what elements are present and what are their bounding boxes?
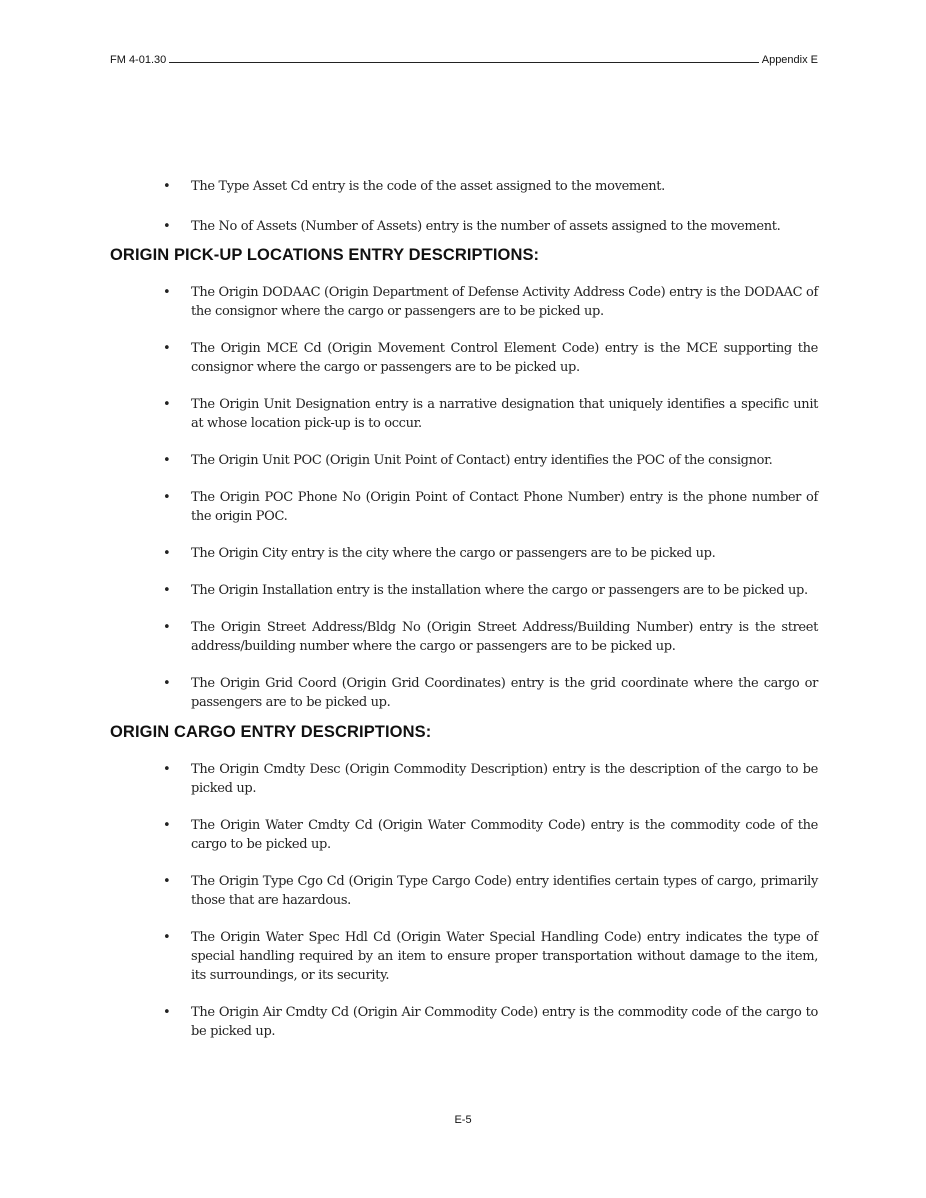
pickup-locations-list [110, 283, 818, 712]
list-item [110, 177, 818, 196]
list-item [110, 488, 818, 526]
bullet-icon: • [163, 762, 171, 777]
list-item [110, 581, 818, 600]
list-item [110, 618, 818, 656]
bullet-icon: • [163, 930, 171, 945]
page-number: E-5 [454, 1114, 472, 1126]
list-item [110, 674, 818, 712]
list-item-text: The Origin POC Phone No (Origin Point of Contact Phone Number) entry is the phone number of the origin POC. [191, 490, 818, 524]
bullet-icon: • [163, 490, 171, 505]
list-item-text: The Origin Water Cmdty Cd (Origin Water Commodity Code) entry is the commodity code of the cargo to be picked up. [191, 818, 818, 852]
list-item [110, 1003, 818, 1041]
header-appendix: Appendix E [761, 54, 818, 66]
list-item-text: The Origin Air Cmdty Cd (Origin Air Commodity Code) entry is the commodity code of the cargo to be picked up. [191, 1005, 818, 1039]
list-item [110, 928, 818, 985]
list-item-text: The Origin Cmdty Desc (Origin Commodity Description) entry is the description of the cargo to be picked up. [191, 762, 818, 796]
page-header [110, 54, 818, 66]
list-item-text: The Origin Street Address/Bldg No (Origin Street Address/Building Number) entry is the street address/building number where the cargo or passengers are to be picked up. [191, 620, 818, 654]
list-item [110, 760, 818, 798]
bullet-icon: • [163, 341, 171, 356]
bullet-icon: • [163, 546, 171, 561]
list-item [110, 217, 818, 236]
bullet-icon: • [163, 583, 171, 598]
list-item-text: The Origin MCE Cd (Origin Movement Control Element Code) entry is the MCE supporting the consignor where the cargo or passengers are to be picked up. [191, 341, 818, 375]
list-item-text: The Origin Type Cgo Cd (Origin Type Cargo Code) entry identifies certain types of cargo, primarily those that are hazardous. [191, 874, 818, 908]
list-item [110, 339, 818, 377]
bullet-icon: • [163, 285, 171, 300]
bullet-icon: • [163, 453, 171, 468]
list-item-text: The Origin Grid Coord (Origin Grid Coordinates) entry is the grid coordinate where the cargo or passengers are to be picked up. [191, 676, 818, 710]
cargo-list [110, 760, 818, 1041]
intro-list [110, 177, 818, 236]
page-body [110, 177, 818, 1041]
list-item [110, 544, 818, 563]
list-item-text: The Origin Unit POC (Origin Unit Point of Contact) entry identifies the POC of the consignor. [191, 453, 773, 468]
bullet-icon: • [163, 1005, 171, 1020]
list-item [110, 395, 818, 433]
bullet-icon: • [163, 179, 171, 194]
list-item-text: The Type Asset Cd entry is the code of the asset assigned to the movement. [191, 179, 665, 194]
list-item-text: The No of Assets (Number of Assets) entry is the number of assets assigned to the movement. [191, 219, 781, 234]
page-footer [0, 1114, 926, 1126]
bullet-icon: • [163, 676, 171, 691]
list-item [110, 283, 818, 321]
bullet-icon: • [163, 874, 171, 889]
bullet-icon: • [163, 397, 171, 412]
header-rule [169, 62, 758, 63]
list-item-text: The Origin Installation entry is the installation where the cargo or passengers are to be picked up. [191, 583, 808, 598]
list-item [110, 451, 818, 470]
header-manual-id: FM 4-01.30 [110, 54, 167, 66]
list-item-text: The Origin DODAAC (Origin Department of Defense Activity Address Code) entry is the DODAAC of the consignor where the cargo or passengers are to be picked up. [191, 285, 818, 319]
list-item-text: The Origin City entry is the city where the cargo or passengers are to be picked up. [191, 546, 716, 561]
list-item [110, 872, 818, 910]
list-item-text: The Origin Unit Designation entry is a narrative designation that uniquely identifies a specific unit at whose location pick-up is to occur. [191, 397, 818, 431]
section-heading-cargo: ORIGIN CARGO ENTRY DESCRIPTIONS: [110, 723, 432, 741]
list-item-text: The Origin Water Spec Hdl Cd (Origin Water Special Handling Code) entry indicates the type of special handling required by an item to ensure proper transportation without damage to the item, its surroundings, or its security. [191, 930, 818, 983]
bullet-icon: • [163, 818, 171, 833]
list-item [110, 816, 818, 854]
section-heading-pickup-locations: ORIGIN PICK-UP LOCATIONS ENTRY DESCRIPTIONS: [110, 246, 540, 264]
bullet-icon: • [163, 219, 171, 234]
bullet-icon: • [163, 620, 171, 635]
